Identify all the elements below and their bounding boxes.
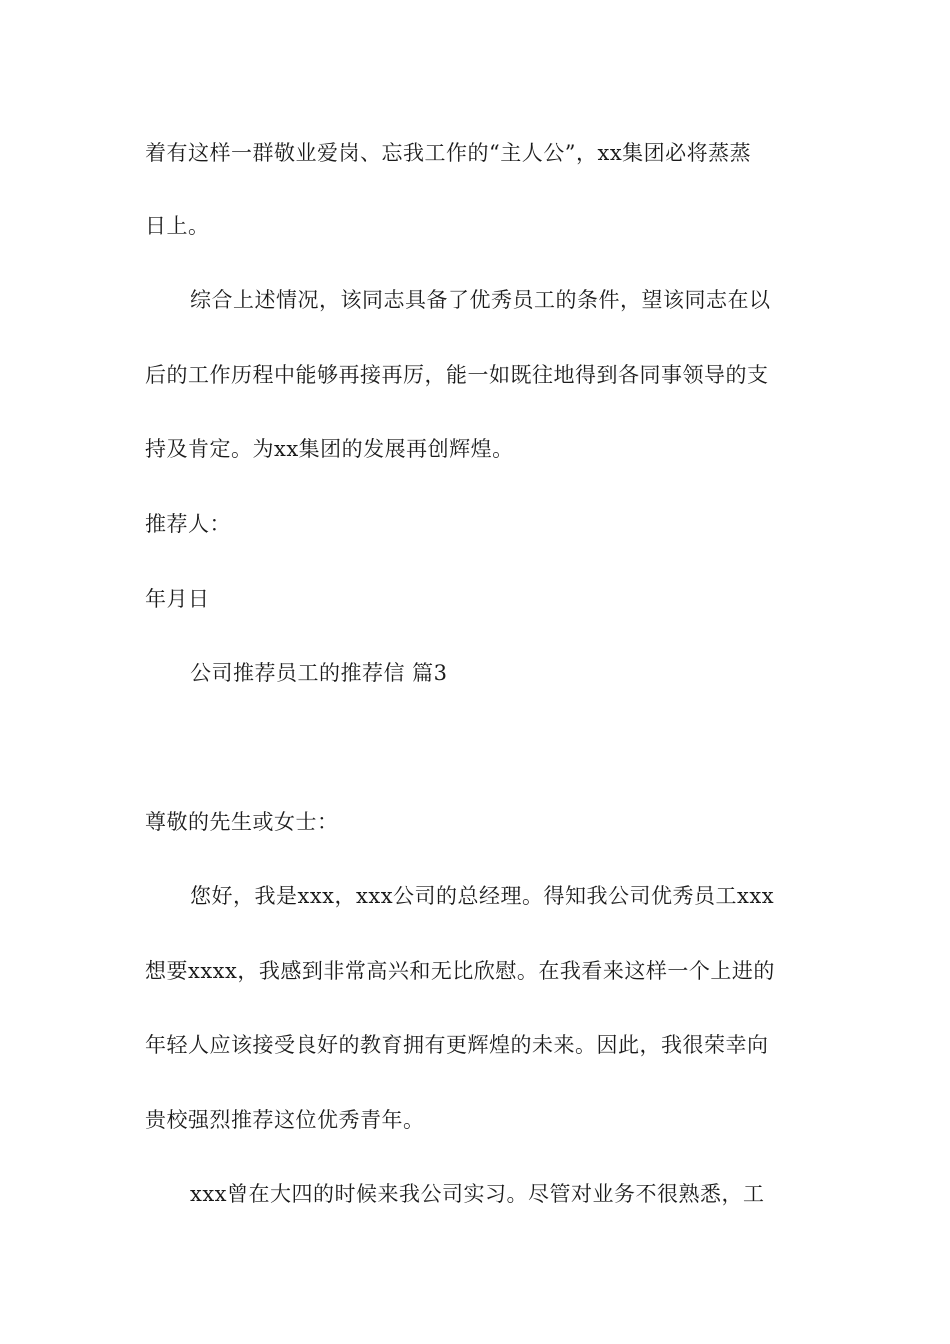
paragraph-line: 后的工作历程中能够再接再厉，能一如既往地得到各同事领导的支: [145, 363, 769, 387]
recommender-label: 推荐人：: [145, 512, 231, 536]
salutation: 尊敬的先生或女士：: [145, 810, 339, 834]
paragraph-line: 贵校强烈推荐这位优秀青年。: [145, 1108, 425, 1132]
paragraph-line: 年轻人应该接受良好的教育拥有更辉煌的未来。因此，我很荣幸向: [145, 1033, 769, 1057]
paragraph-line: 您好，我是xxx，xxx公司的总经理。得知我公司优秀员工xxx: [190, 884, 775, 908]
paragraph-line: 综合上述情况，该同志具备了优秀员工的条件，望该同志在以: [190, 288, 771, 312]
section-heading: 公司推荐员工的推荐信 篇3: [190, 661, 448, 685]
paragraph-line: xxx曾在大四的时候来我公司实习。尽管对业务不很熟悉，工: [190, 1182, 765, 1206]
date-label: 年月日: [145, 587, 210, 611]
paragraph-line: 着有这样一群敬业爱岗、忘我工作的“主人公”，xx集团必将蒸蒸: [145, 141, 752, 165]
paragraph-line: 想要xxxx，我感到非常高兴和无比欣慰。在我看来这样一个上进的: [145, 959, 775, 983]
paragraph-line: 日上。: [145, 214, 210, 238]
paragraph-line: 持及肯定。为xx集团的发展再创辉煌。: [145, 437, 514, 461]
